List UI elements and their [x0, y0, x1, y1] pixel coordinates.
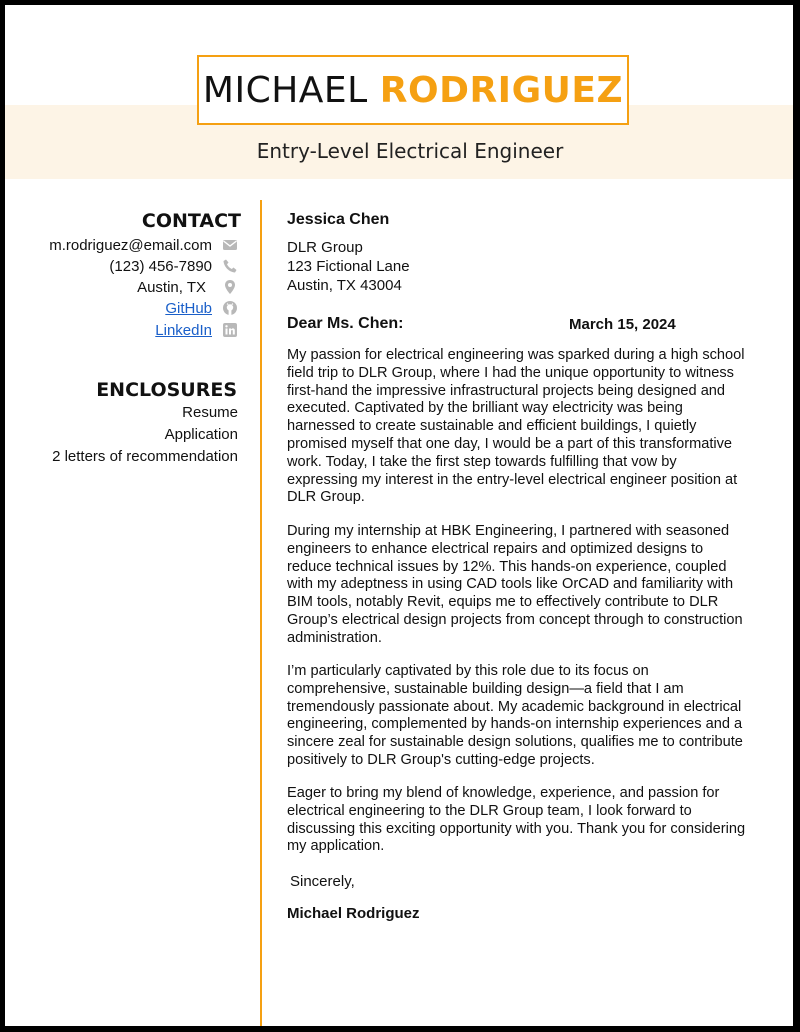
github-link[interactable]: GitHub — [165, 299, 212, 317]
paragraph: During my internship at HBK Engineering, I partnered with seasoned engineers to enhance electrical repairs and optimized designs to reduce technical issues by 12%. This hands-on experience, coupled with my adeptness in using CAD tools like OrCAD and familiarity with BIM tools, notably Revit, equips me to effectively contribute to DLR Group’s electrical design projects from concept through to construction administration. — [287, 523, 743, 646]
linkedin-link[interactable]: LinkedIn — [155, 321, 212, 339]
paragraph: Eager to bring my blend of knowledge, experience, and passion for electrical engineering to the DLR Group team, I look forward to discussing this exciting opportunity with you. Thank you for considering my application. — [287, 785, 746, 855]
enclosure-item: Application — [164, 426, 238, 443]
contact-github — [165, 297, 238, 319]
contact-location — [137, 276, 238, 298]
phone-text: (123) 456-7890 — [109, 257, 212, 275]
github-icon — [222, 300, 238, 316]
first-name: MICHAEL — [202, 69, 368, 111]
cover-letter-page — [5, 5, 793, 1026]
last-name: RODRIGUEZ — [379, 69, 624, 111]
enclosure-item: 2 letters of recommendation — [52, 448, 238, 465]
job-title: Entry-Level Electrical Engineer — [256, 139, 564, 163]
paragraph: My passion for electrical engineering was sparked during a high school field trip to DLR Group, where I had the unique opportunity to witness first-hand the impressive infrastructural projects being designed and executed. Captivated by the brilliant way electricity was being harnessed to create sustainable and efficient buildings, I quietly promised myself that one day, I would be a part of this transformative work. Today, I take the first step towards fulfilling that vow by expressing my interest in the entry-level electrical engineer position at DLR Group. — [287, 347, 745, 506]
name-banner — [197, 55, 629, 125]
address-line: 123 Fictional Lane — [287, 258, 410, 275]
contact-phone — [109, 255, 238, 277]
enclosures-heading: ENCLOSURES — [96, 379, 237, 401]
closing: Sincerely, — [290, 873, 355, 890]
linkedin-icon — [222, 322, 238, 338]
letter-date: March 15, 2024 — [569, 316, 676, 333]
phone-icon — [222, 258, 238, 274]
envelope-icon — [222, 237, 238, 253]
recipient-name: Jessica Chen — [287, 211, 390, 228]
contact-heading: CONTACT — [141, 210, 241, 232]
contact-linkedin — [155, 319, 238, 341]
contact-email — [49, 234, 238, 256]
address-line: Austin, TX 43004 — [287, 277, 402, 294]
map-pin-icon — [222, 279, 238, 295]
signature: Michael Rodriguez — [287, 905, 420, 922]
address-line: DLR Group — [287, 239, 363, 256]
paragraph: I’m particularly captivated by this role due to its focus on comprehensive, sustainable building design—a field that I am tremendously passionate about. My academic background in electrical engineering, complemented by hands-on internship experiences and a sincere zeal for sustainable design solutions, qualifies me to contribute positively to DLR Group's cutting-edge projects. — [287, 663, 743, 768]
column-divider — [260, 200, 262, 1026]
email-text: m.rodriguez@email.com — [49, 236, 212, 254]
enclosure-item: Resume — [182, 404, 238, 421]
salutation: Dear Ms. Chen: — [287, 315, 404, 332]
location-text: Austin, TX — [137, 278, 206, 296]
